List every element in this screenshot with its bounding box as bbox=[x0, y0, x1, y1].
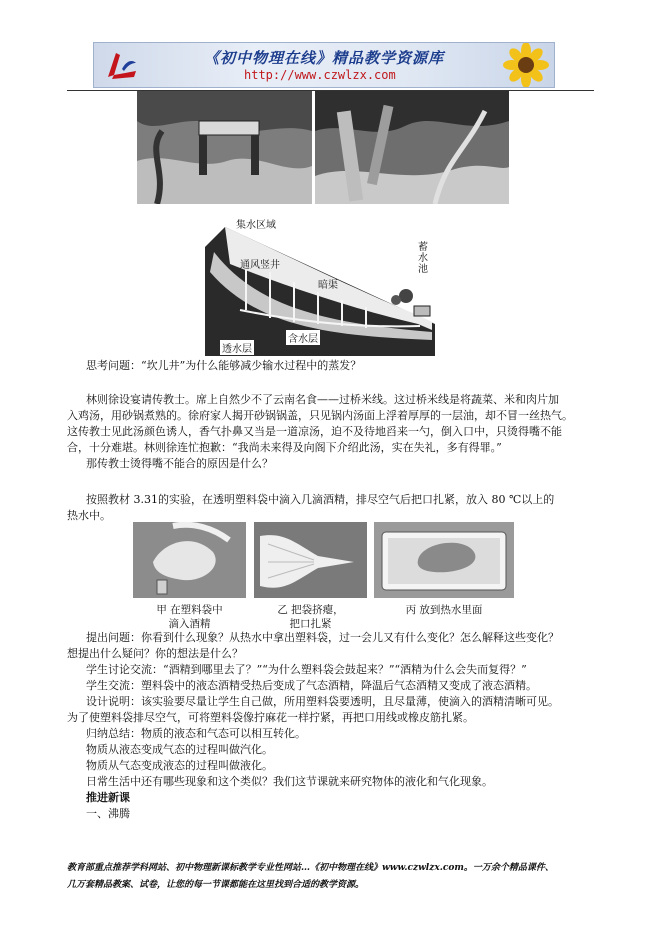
footer bbox=[67, 860, 597, 894]
student-exchange: 学生交流：塑料袋中的液态酒精受热后变成了气态酒精，降温后气态酒精又变成了液态酒精。 bbox=[86, 679, 537, 692]
label-pool: 蓄水池 bbox=[418, 242, 428, 275]
caption-c: 丙 放到热水里面 bbox=[405, 604, 483, 616]
subsection-heading: 一、沸腾 bbox=[86, 807, 130, 820]
sunflower-icon bbox=[499, 43, 553, 87]
design-note: 为了使塑料袋排尽空气，可将塑料袋像拧麻花一样拧紧，再把口用线或橡皮筋扎紧。 bbox=[67, 711, 474, 724]
footer-line: 几万套精品教案、试卷，让您的每一节课都能在这里找到合适的教学资源。 bbox=[67, 880, 365, 890]
label-shaft: 通风竖井 bbox=[240, 260, 280, 271]
student-discussion: 学生讨论交流：“酒精到哪里去了？”“为什么塑料袋会鼓起来？”“酒精为什么会失而复得？” bbox=[86, 663, 527, 676]
definition-vaporization: 物质从液态变成气态的过程叫做汽化。 bbox=[86, 743, 273, 756]
experiment-line: 按照教材 3.31的实验，在透明塑料袋中滴入几滴酒精，排尽空气后把口扎紧，放入 80 ℃以上的 bbox=[86, 493, 555, 506]
label-canal: 暗渠 bbox=[318, 280, 338, 291]
definition-liquefaction: 物质从气态变成液态的过程叫做液化。 bbox=[86, 759, 273, 772]
karez-diagram bbox=[200, 212, 436, 356]
site-url[interactable]: http://www.czwlzx.com bbox=[244, 68, 396, 82]
raise-question: 想提出什么疑问？你的想法是什么？ bbox=[67, 647, 243, 660]
raise-question: 提出问题：你看到什么现象？从热水中拿出塑料袋，过一会儿又有什么变化？怎么解释这些变化？ bbox=[86, 631, 559, 644]
experiment-line: 热水中。 bbox=[67, 509, 111, 522]
story-line: 这传教士见此汤颜色诱人，香气扑鼻又当是一道凉汤，迫不及待地舀来一勺，倒入口中，只烫得嘴不能 bbox=[67, 425, 562, 438]
caption-a: 甲 在塑料袋中 滴入酒精 bbox=[156, 604, 223, 630]
caption-b: 乙 把袋挤瘪， 把口扎紧 bbox=[277, 604, 344, 630]
label-catchment: 集水区域 bbox=[236, 220, 276, 231]
design-note: 设计说明：该实验要尽量让学生自己做，所用塑料袋要透明，且尽量薄，使滴入的酒精清晰可见。 bbox=[86, 695, 559, 708]
question-missionary: 那传教士烫得嘴不能合的原因是什么？ bbox=[86, 457, 273, 470]
site-logo bbox=[102, 47, 142, 83]
story-line: 入鸡汤，用砂锅煮熟的。徐府家人揭开砂锅锅盖，只见锅内汤面上浮着厚厚的一层油，却不冒一丝热气。 bbox=[67, 409, 573, 422]
karez-photo-right bbox=[315, 91, 509, 204]
header-banner bbox=[93, 42, 555, 88]
footer-line: 教育部重点推荐学科网站、初中物理新课标教学专业性网站…《初中物理在线》www.czwlzx.com。一万余个精品课件、 bbox=[67, 863, 554, 873]
story-line: 林则徐设宴请传教士。席上自然少不了云南名食——过桥米线。这过桥米线是将蔬菜、米和肉片加 bbox=[86, 393, 559, 406]
experiment-photo-b bbox=[254, 522, 367, 598]
summary: 归纳总结：物质的液态和气态可以相互转化。 bbox=[86, 727, 306, 740]
experiment-photo-c bbox=[374, 522, 514, 598]
label-permeable: 透水层 bbox=[220, 340, 254, 355]
question-karez: 思考问题：“坎儿井”为什么能够减少输水过程中的蒸发？ bbox=[86, 359, 362, 372]
section-heading: 推进新课 bbox=[86, 791, 130, 804]
site-title: 《初中物理在线》精品教学资源库 bbox=[204, 49, 445, 67]
story-line: 合，十分难堪。林则徐连忙抱歉：“我尚未来得及向阁下介绍此汤，实在失礼，多有得罪。” bbox=[67, 441, 502, 454]
daily-life-question: 日常生活中还有哪些现象和这个类似？我们这节课就来研究物体的液化和气化现象。 bbox=[86, 775, 493, 788]
label-aquifer: 含水层 bbox=[286, 330, 320, 345]
experiment-photo-a bbox=[133, 522, 246, 598]
karez-photo-left bbox=[137, 91, 312, 204]
